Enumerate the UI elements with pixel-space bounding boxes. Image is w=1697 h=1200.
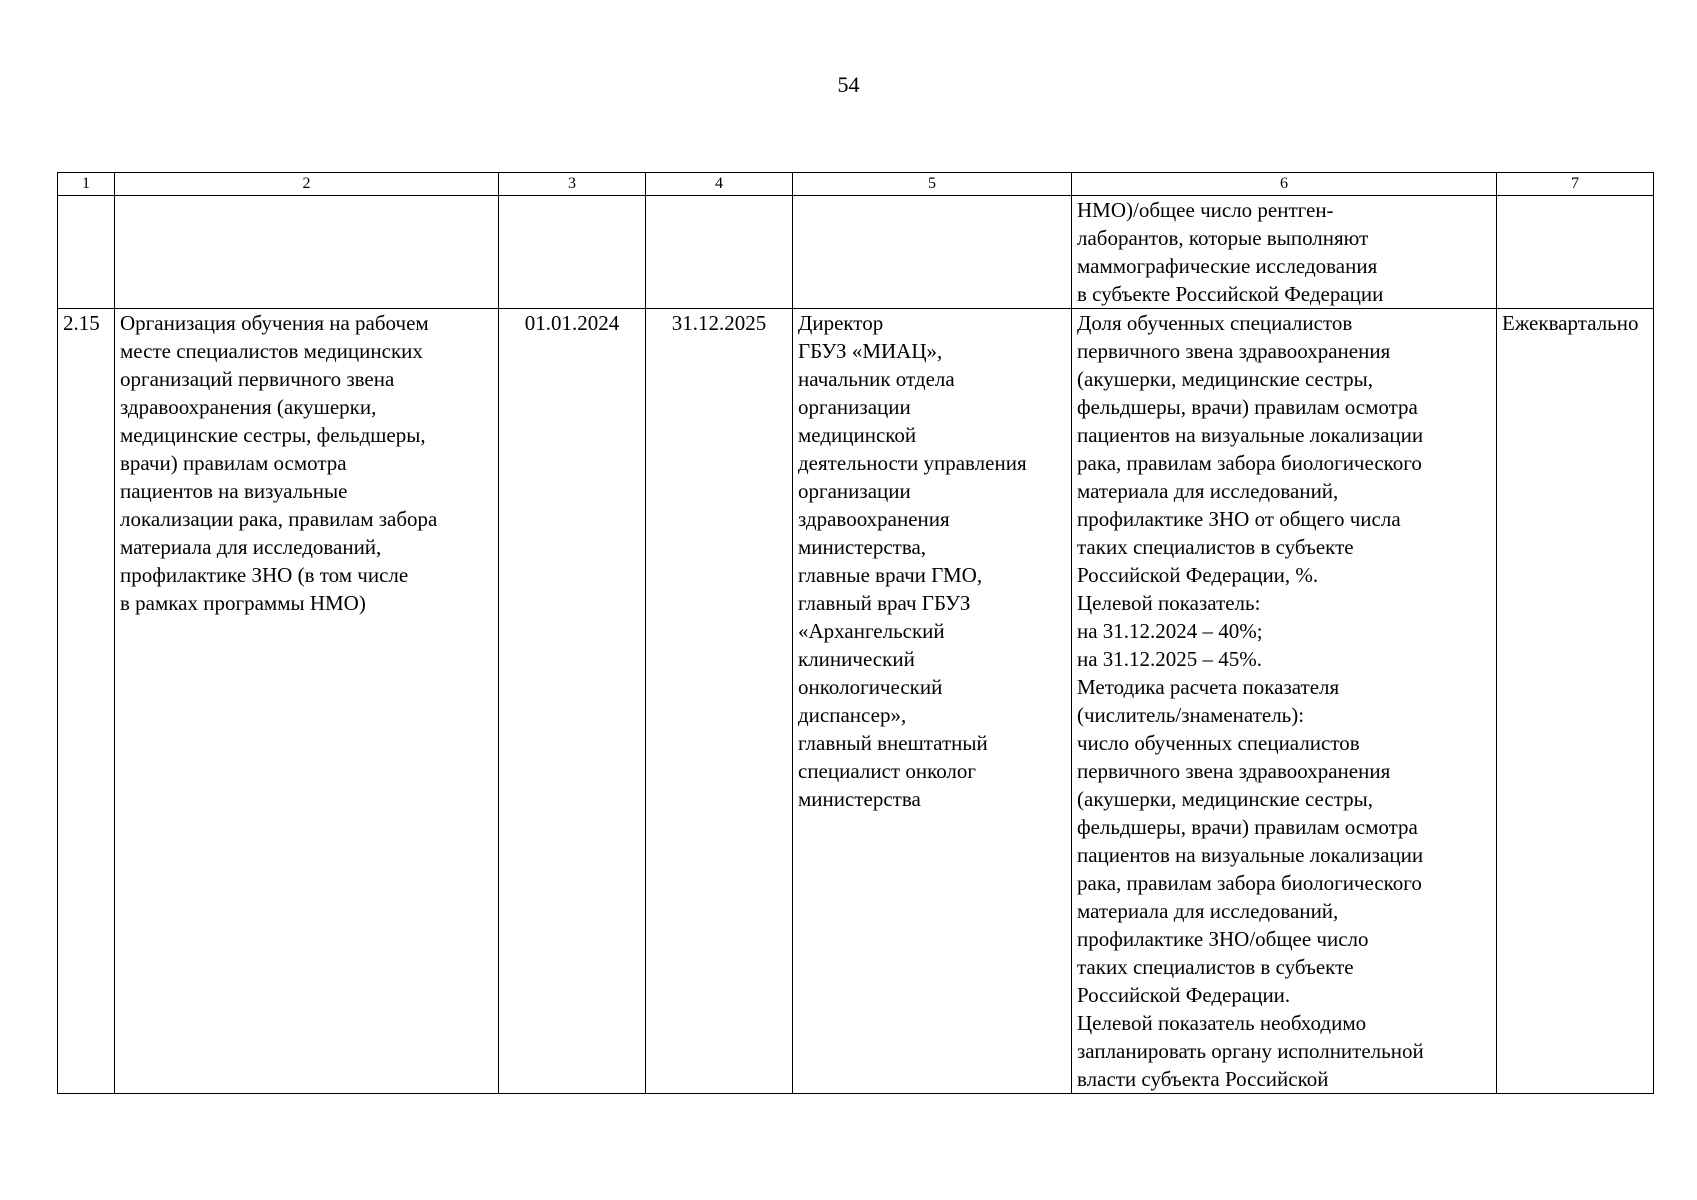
text-line: медицинской — [798, 423, 917, 447]
indicator-cell — [1072, 309, 1497, 1094]
empty-cell — [115, 196, 499, 309]
text-line: фельдшеры, врачи) правилам осмотра — [1077, 395, 1418, 419]
text-line: главные врачи ГМО, — [798, 563, 983, 587]
text-line: Доля обученных специалистов — [1077, 311, 1353, 335]
text-line: Целевой показатель необходимо — [1077, 1011, 1367, 1035]
column-number-row — [58, 173, 1654, 196]
column-number: 7 — [1497, 173, 1654, 196]
text-line: онкологический — [798, 675, 943, 699]
text-line: первичного звена здравоохранения — [1077, 339, 1391, 363]
text-line: организации — [798, 395, 911, 419]
text-line: материала для исследований, — [120, 535, 382, 559]
text-line: профилактике ЗНО/общее число — [1077, 927, 1369, 951]
text-line: диспансер», — [798, 703, 907, 727]
text-line: первичного звена здравоохранения — [1077, 759, 1391, 783]
table-row — [58, 309, 1654, 1094]
text-line: здравоохранения (акушерки, — [120, 395, 377, 419]
text-line: начальник отдела — [798, 367, 955, 391]
text-line: материала для исследований, — [1077, 899, 1339, 923]
text-line: здравоохранения — [798, 507, 950, 531]
text-line: пациентов на визуальные локализации — [1077, 423, 1424, 447]
text-line: профилактике ЗНО от общего числа — [1077, 507, 1401, 531]
text-line: лаборантов, которые выполняют — [1077, 226, 1369, 250]
row-number-cell: 2.15 — [58, 309, 115, 1094]
text-line: Организация обучения на рабочем — [120, 311, 429, 335]
text-line: (числитель/знаменатель): — [1077, 703, 1305, 727]
text-line: (акушерки, медицинские сестры, — [1077, 367, 1373, 391]
text-line: месте специалистов медицинских — [120, 339, 423, 363]
text-line: (акушерки, медицинские сестры, — [1077, 787, 1373, 811]
start-date-cell: 01.01.2024 — [499, 309, 646, 1094]
text-line: главный внештатный — [798, 731, 988, 755]
text-line: ГБУЗ «МИАЦ», — [798, 339, 943, 363]
text-line: Целевой показатель: — [1077, 591, 1261, 615]
text-line: деятельности управления — [798, 451, 1027, 475]
text-line: в субъекте Российской Федерации — [1077, 282, 1384, 306]
text-line: «Архангельский — [798, 619, 945, 643]
column-number: 1 — [58, 173, 115, 196]
text-line: маммографические исследования — [1077, 254, 1378, 278]
text-line: Директор — [798, 311, 884, 335]
text-line: Российской Федерации, %. — [1077, 563, 1319, 587]
empty-cell — [1497, 196, 1654, 309]
continuation-indicator-cell — [1072, 196, 1497, 309]
empty-cell — [58, 196, 115, 309]
text-line: НМО)/общее число рентген- — [1077, 198, 1334, 222]
text-line: врачи) правилам осмотра — [120, 451, 347, 475]
text-line: профилактике ЗНО (в том числе — [120, 563, 409, 587]
activity-plan-table — [57, 172, 1654, 1094]
page-number: 54 — [837, 72, 860, 97]
text-line: специалист онколог — [798, 759, 977, 783]
responsible-cell — [793, 309, 1072, 1094]
text-line: запланировать органу исполнительной — [1077, 1039, 1424, 1063]
text-line: Методика расчета показателя — [1077, 675, 1340, 699]
text-line: главный врач ГБУЗ — [798, 591, 971, 615]
text-line: рака, правилам забора биологического — [1077, 871, 1422, 895]
text-line: пациентов на визуальные локализации — [1077, 843, 1424, 867]
text-line: материала для исследований, — [1077, 479, 1339, 503]
text-line: организации — [798, 479, 911, 503]
text-line: фельдшеры, врачи) правилам осмотра — [1077, 815, 1418, 839]
text-line: Российской Федерации. — [1077, 983, 1291, 1007]
text-line: таких специалистов в субъекте — [1077, 955, 1354, 979]
text-line: на 31.12.2024 – 40%; — [1077, 619, 1263, 643]
text-line: рака, правилам забора биологического — [1077, 451, 1422, 475]
empty-cell — [646, 196, 793, 309]
event-cell — [115, 309, 499, 1094]
text-line: локализации рака, правилам забора — [120, 507, 438, 531]
periodicity-cell: Ежеквартально — [1497, 309, 1654, 1094]
empty-cell — [499, 196, 646, 309]
column-number: 4 — [646, 173, 793, 196]
text-line: министерства, — [798, 535, 927, 559]
column-number: 3 — [499, 173, 646, 196]
text-line: на 31.12.2025 – 45%. — [1077, 647, 1263, 671]
text-line: в рамках программы НМО) — [120, 591, 366, 615]
text-line: медицинские сестры, фельдшеры, — [120, 423, 426, 447]
text-line: таких специалистов в субъекте — [1077, 535, 1354, 559]
text-line: клинический — [798, 647, 915, 671]
empty-cell — [793, 196, 1072, 309]
text-line: власти субъекта Российской — [1077, 1067, 1329, 1091]
text-line: пациентов на визуальные — [120, 479, 348, 503]
text-line: организаций первичного звена — [120, 367, 395, 391]
text-line: число обученных специалистов — [1077, 731, 1360, 755]
column-number: 2 — [115, 173, 499, 196]
continuation-row — [58, 196, 1654, 309]
column-number: 6 — [1072, 173, 1497, 196]
text-line: министерства — [798, 787, 921, 811]
end-date-cell: 31.12.2025 — [646, 309, 793, 1094]
column-number: 5 — [793, 173, 1072, 196]
